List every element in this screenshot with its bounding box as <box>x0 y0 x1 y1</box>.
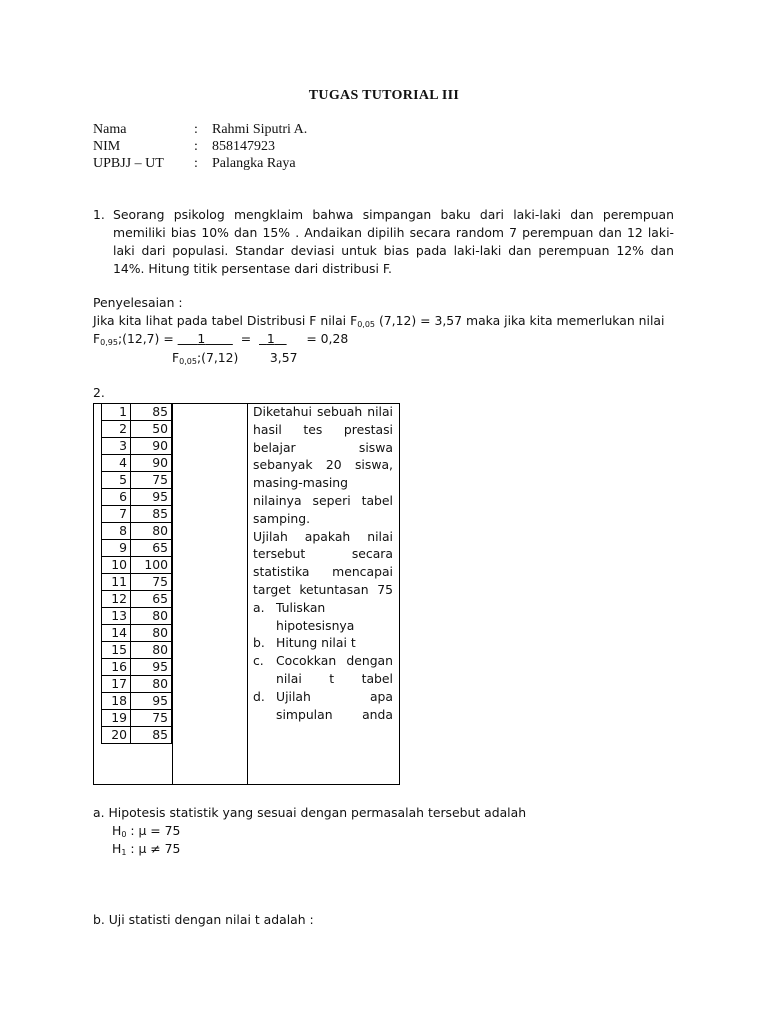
question-1 <box>93 206 674 278</box>
score-cell: 85 <box>131 727 172 744</box>
page-title: TUGAS TUTORIAL III <box>308 88 460 103</box>
question-text: Seorang psikolog mengklaim bahwa simpangan baku dari laki-laki dan perempuan memiliki bias 10% dan 15% . Andaikan dipilih secara random 7 perempuan dan 12 laki-laki dari populasi. Standar deviasi untuk bias pada laki-laki dan perempuan 12% dan 14%. Hitung titik persentase dari distribusi F. <box>113 207 674 276</box>
f-symbol: F <box>93 331 101 346</box>
solution-text: ;(7,12) <box>196 350 239 365</box>
score-cell: 65 <box>131 591 172 608</box>
student-number-cell: 15 <box>102 642 131 659</box>
student-number-cell: 11 <box>102 574 131 591</box>
task-marker: a. <box>253 599 265 615</box>
student-number-cell: 14 <box>102 625 131 642</box>
score-cell: 75 <box>131 574 172 591</box>
subscript: 0,95 <box>100 338 118 347</box>
student-number-cell: 20 <box>102 727 131 744</box>
solution-text: Jika kita lihat pada tabel Distribusi F nilai F <box>93 313 358 328</box>
task-text: Cocokkan dengan nilai t tabel <box>276 653 393 686</box>
student-number-cell: 4 <box>102 455 131 472</box>
score-cell: 65 <box>131 540 172 557</box>
solution-line-2 <box>93 331 348 347</box>
solution-text: (7,12) = 3,57 maka jika kita memerlukan nilai <box>375 313 665 328</box>
task-marker: b. <box>253 635 265 651</box>
subscript: 0,05 <box>357 320 376 329</box>
answer-b: b. Uji statisti dengan nilai t adalah : <box>93 912 314 927</box>
denominator-value: 3,57 <box>269 350 298 365</box>
f-symbol: F <box>172 350 180 365</box>
answer-a: a. Hipotesis statistik yang sesuai dengan permasalah tersebut adalah <box>93 805 527 820</box>
task-text: Hitung nilai t <box>276 635 356 651</box>
table-row <box>102 608 172 625</box>
score-cell: 100 <box>131 557 172 574</box>
task-marker: c. <box>253 653 264 669</box>
table-row <box>102 676 172 693</box>
fraction-numerator <box>259 331 287 346</box>
table-row <box>102 625 172 642</box>
score-cell: 80 <box>131 608 172 625</box>
table-row <box>102 591 172 608</box>
description-paragraph: Ujilah apakah nilai tersebut secara statistika mencapai target ketuntasan 75 <box>253 528 393 597</box>
student-number-cell: 3 <box>102 438 131 455</box>
identity-separator: : <box>194 139 198 154</box>
student-number-cell: 5 <box>102 472 131 489</box>
subscript: 0,05 <box>179 357 197 366</box>
student-number-cell: 13 <box>102 608 131 625</box>
table-row <box>102 506 172 523</box>
table-row <box>102 557 172 574</box>
table-row <box>102 404 172 421</box>
table-row <box>102 489 172 506</box>
table-row <box>102 455 172 472</box>
identity-separator: : <box>194 156 198 171</box>
h-symbol: H <box>112 841 122 856</box>
score-cell: 90 <box>131 438 172 455</box>
table-row <box>102 421 172 438</box>
result-value: = 0,28 <box>306 331 349 346</box>
student-number-cell: 10 <box>102 557 131 574</box>
solution-line-1 <box>93 313 664 329</box>
student-number-cell: 18 <box>102 693 131 710</box>
hypothesis-h0 <box>112 823 180 839</box>
table-row <box>102 710 172 727</box>
equals-sign: = <box>240 331 252 346</box>
column-divider <box>172 404 173 784</box>
identity-value: Rahmi Siputri A. <box>212 122 308 137</box>
hypothesis-h1 <box>112 841 180 857</box>
identity-label: UPBJJ – UT <box>93 156 164 171</box>
identity-separator: : <box>194 122 198 137</box>
score-cell: 75 <box>131 710 172 727</box>
table-row <box>102 574 172 591</box>
hypothesis-text: : μ = 75 <box>126 823 181 838</box>
score-cell: 80 <box>131 676 172 693</box>
task-item <box>253 634 393 652</box>
numerator-value: 1 <box>266 331 275 346</box>
task-text: Tuliskan hipotesisnya <box>276 599 355 633</box>
h-symbol: H <box>112 823 122 838</box>
task-text: Ujilah apa simpulan anda <box>276 688 393 722</box>
solution-text: ;(12,7) = <box>117 331 178 346</box>
question-number: 1. <box>93 207 105 222</box>
student-number-cell: 7 <box>102 506 131 523</box>
task-marker: d. <box>253 688 265 704</box>
identity-value: 858147923 <box>212 139 275 154</box>
table-row <box>102 523 172 540</box>
student-number-cell: 8 <box>102 523 131 540</box>
score-cell: 75 <box>131 472 172 489</box>
student-number-cell: 6 <box>102 489 131 506</box>
table-row <box>102 659 172 676</box>
student-number-cell: 2 <box>102 421 131 438</box>
task-item <box>253 652 393 688</box>
identity-value: Palangka Raya <box>212 156 296 171</box>
solution-heading: Penyelesaian : <box>93 295 183 310</box>
student-number-cell: 17 <box>102 676 131 693</box>
task-item <box>253 599 393 635</box>
table-row <box>102 727 172 744</box>
student-number-cell: 12 <box>102 591 131 608</box>
score-cell: 90 <box>131 455 172 472</box>
hypothesis-text: : μ ≠ 75 <box>126 841 181 856</box>
score-cell: 80 <box>131 625 172 642</box>
question-2-description <box>253 403 393 723</box>
scores-table <box>101 403 172 744</box>
score-cell: 80 <box>131 523 172 540</box>
score-cell: 50 <box>131 421 172 438</box>
student-number-cell: 19 <box>102 710 131 727</box>
table-row <box>102 438 172 455</box>
numerator-value: 1 <box>197 331 206 346</box>
score-cell: 85 <box>131 404 172 421</box>
fraction-numerator <box>178 331 233 346</box>
table-row <box>102 472 172 489</box>
subscript: 1 <box>121 848 127 857</box>
score-cell: 80 <box>131 642 172 659</box>
student-number-cell: 9 <box>102 540 131 557</box>
task-list <box>253 599 393 724</box>
table-row <box>102 642 172 659</box>
column-divider <box>247 404 248 784</box>
solution-line-3 <box>172 350 298 366</box>
question-2-number: 2. <box>93 385 105 400</box>
score-cell: 95 <box>131 489 172 506</box>
table-row <box>102 693 172 710</box>
score-cell: 85 <box>131 506 172 523</box>
subscript: 0 <box>121 830 127 839</box>
table-row <box>102 540 172 557</box>
identity-label: NIM <box>93 139 121 154</box>
score-cell: 95 <box>131 693 172 710</box>
description-paragraph: Diketahui sebuah nilai hasil tes prestasi belajar siswa sebanyak 20 siswa, masing-masing nilainya seperi tabel samping. <box>253 404 393 526</box>
identity-label: Nama <box>93 122 127 137</box>
score-cell: 95 <box>131 659 172 676</box>
student-number-cell: 16 <box>102 659 131 676</box>
student-number-cell: 1 <box>102 404 131 421</box>
task-item <box>253 688 393 724</box>
